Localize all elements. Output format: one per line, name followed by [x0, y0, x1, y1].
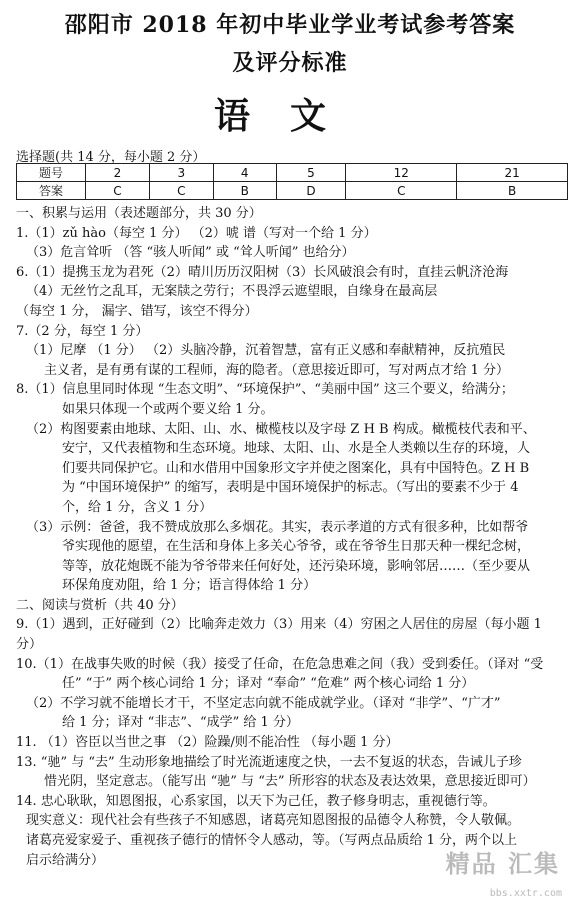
question-number: 21 — [457, 164, 568, 182]
answer-cell: C — [86, 182, 150, 200]
question-number: 5 — [276, 164, 346, 182]
answer-line: 惜光阴，坚定意志。（能写出 “驰” 与 “去” 所形容的状态及表达效果，意思接近即可） — [44, 774, 536, 790]
answer-line: 任” “于” 两个核心词给 1 分；译对 “奉命” “危难” 两个核心词给 1 分） — [62, 676, 475, 692]
answer-line: 个，给 1 分，含义 1 分） — [62, 499, 213, 515]
answer-line: （3）危言耸听 （答 “骇人听闻” 或 “耸人听闻” 也给分） — [26, 245, 355, 261]
answer-line: 启示给满分） — [26, 852, 105, 868]
answer-line: （3）示例：爸爸，我不赞成放那么多烟花。其实，表示孝道的方式有很多种，比如帮爷 — [26, 519, 529, 535]
answer-line: 8.（1）信息里同时体现 “生态文明”、“环境保护”、“美丽中国” 这三个要义，给满分； — [16, 382, 514, 398]
answer-body — [16, 204, 572, 870]
question-number: 12 — [346, 164, 457, 182]
answer-cell: D — [276, 182, 346, 200]
answer-line: 10.（1）在战事失败的时候（我）接受了任命，在危急患难之间（我）受到委任。（译对 “受 — [16, 656, 544, 672]
answer-line: 等等，放花炮既不能为爷爷带来任何好处，还污染环境，影响邻居……（至少要从 — [62, 558, 531, 574]
section-heading: 一、积累与运用（表述题部分，共 30 分） — [16, 206, 262, 221]
watermark-url: bbs.xxtr.com — [489, 888, 562, 899]
answer-line: 如果只体现一个或两个要义给 1 分。 — [62, 401, 274, 417]
answer-line: 6.（1）提携玉龙为君死（2）晴川历历汉阳树（3）长风破浪会有时，直挂云帆济沧海 — [16, 264, 509, 280]
row-label-answer: 答案 — [17, 182, 86, 200]
answer-line: （2）构图要素由地球、太阳、山、水、橄榄枝以及字母 Z H B 构成。橄榄枝代表和平、 — [26, 421, 536, 437]
subject-heading: 语文 — [213, 95, 366, 137]
question-number: 4 — [213, 164, 276, 182]
multiple-choice-heading: 选择题(共 14 分，每小题 2 分） — [16, 150, 206, 165]
answer-cell: B — [213, 182, 276, 200]
table-row-numbers — [17, 164, 568, 182]
table-row-answers — [17, 182, 568, 200]
answer-line: 给 1 分；译对 “非志”、“成学” 给 1 分） — [62, 715, 299, 731]
answer-line: 14. 忠心耿耿，知恩图报，心系家国，以天下为己任，教子修身明志，重视德行等。 — [16, 793, 496, 809]
question-number: 3 — [149, 164, 213, 182]
answer-line: （1）尼摩 （1 分） （2）头脑冷静，沉着智慧，富有正义感和奉献精神，反抗殖民 — [26, 343, 506, 359]
answer-line: 7.（2 分，每空 1 分） — [16, 323, 149, 339]
answer-line: 现实意义：现代社会有些孩子不知感恩，诸葛亮知恩图报的品德令人称赞，令人敬佩。 — [26, 813, 521, 829]
row-label-number: 题号 — [17, 164, 86, 182]
answer-table — [16, 163, 568, 200]
answer-line: 们要共同保护它。山和水借用中国象形文字并使之图案化，具有中国特色。Z H B — [62, 460, 530, 476]
answer-line: 9.（1）遇到，正好碰到（2）比喻奔走效力（3）用来（4）穷困之人居住的房屋（每小题 1 — [16, 617, 542, 633]
answer-line: 为 “中国环境保护” 的缩写，表明是中国环境保护的标志。（写出的要素不少于 4 — [62, 480, 519, 496]
answer-line: 环保角度劝阻，给 1 分；语言得体给 1 分） — [62, 578, 317, 594]
watermark-logo — [434, 850, 574, 909]
answer-line: 11. （1）咨臣以当世之事 （2）险躁/则不能冶性 （每小题 1 分） — [16, 735, 399, 751]
answer-line: 安宁，又代表植物和生态环境。地球、太阳、山、水是全人类赖以生存的环境，人 — [62, 441, 531, 457]
section-heading: 二、阅读与赏析（共 40 分） — [16, 597, 184, 613]
answer-cell: C — [149, 182, 213, 200]
answer-line: 13. “驰” 与 “去” 生动形象地描绘了时光流逝速度之快，一去不复返的状态，告诫儿子珍 — [16, 754, 522, 770]
answer-line: 1.（1）zǔ hào（每空 1 分） （2）唬 谱（写对一个给 1 分） — [16, 225, 377, 241]
document-subtitle: 及评分标准 — [232, 50, 348, 76]
answer-line: 诸葛亮爱家爱子、重视孩子德行的情怀令人感动，等。（写两点品质给 1 分，两个以上 — [26, 833, 518, 848]
answer-cell: B — [457, 182, 568, 200]
answer-line: （4）无丝竹之乱耳，无案牍之劳行；不畏浮云遮望眼，自缘身在最高层 — [26, 284, 438, 300]
document-title: 邵阳市 2018 年初中毕业学业考试参考答案 — [64, 12, 516, 38]
watermark-text: 精品 汇集 — [445, 850, 560, 878]
answer-cell: C — [346, 182, 457, 200]
answer-line: （2）不学习就不能增长才干，不坚定志向就不能成就学业。（译对 “非学”、“广才” — [26, 695, 501, 711]
answer-line: 主义者，是有勇有谋的工程师，海的隐者。（意思接近即可，写对两点才给 1 分） — [44, 362, 510, 378]
answer-line: 爷实现他的愿望，在生活和身体上多关心爷爷，或在爷爷生日那天种一棵纪念树， — [62, 539, 531, 555]
answer-line: （每空 1 分， 漏字、错写，该空不得分） — [16, 303, 258, 319]
question-number: 2 — [86, 164, 150, 182]
answer-line: 分） — [16, 637, 43, 653]
